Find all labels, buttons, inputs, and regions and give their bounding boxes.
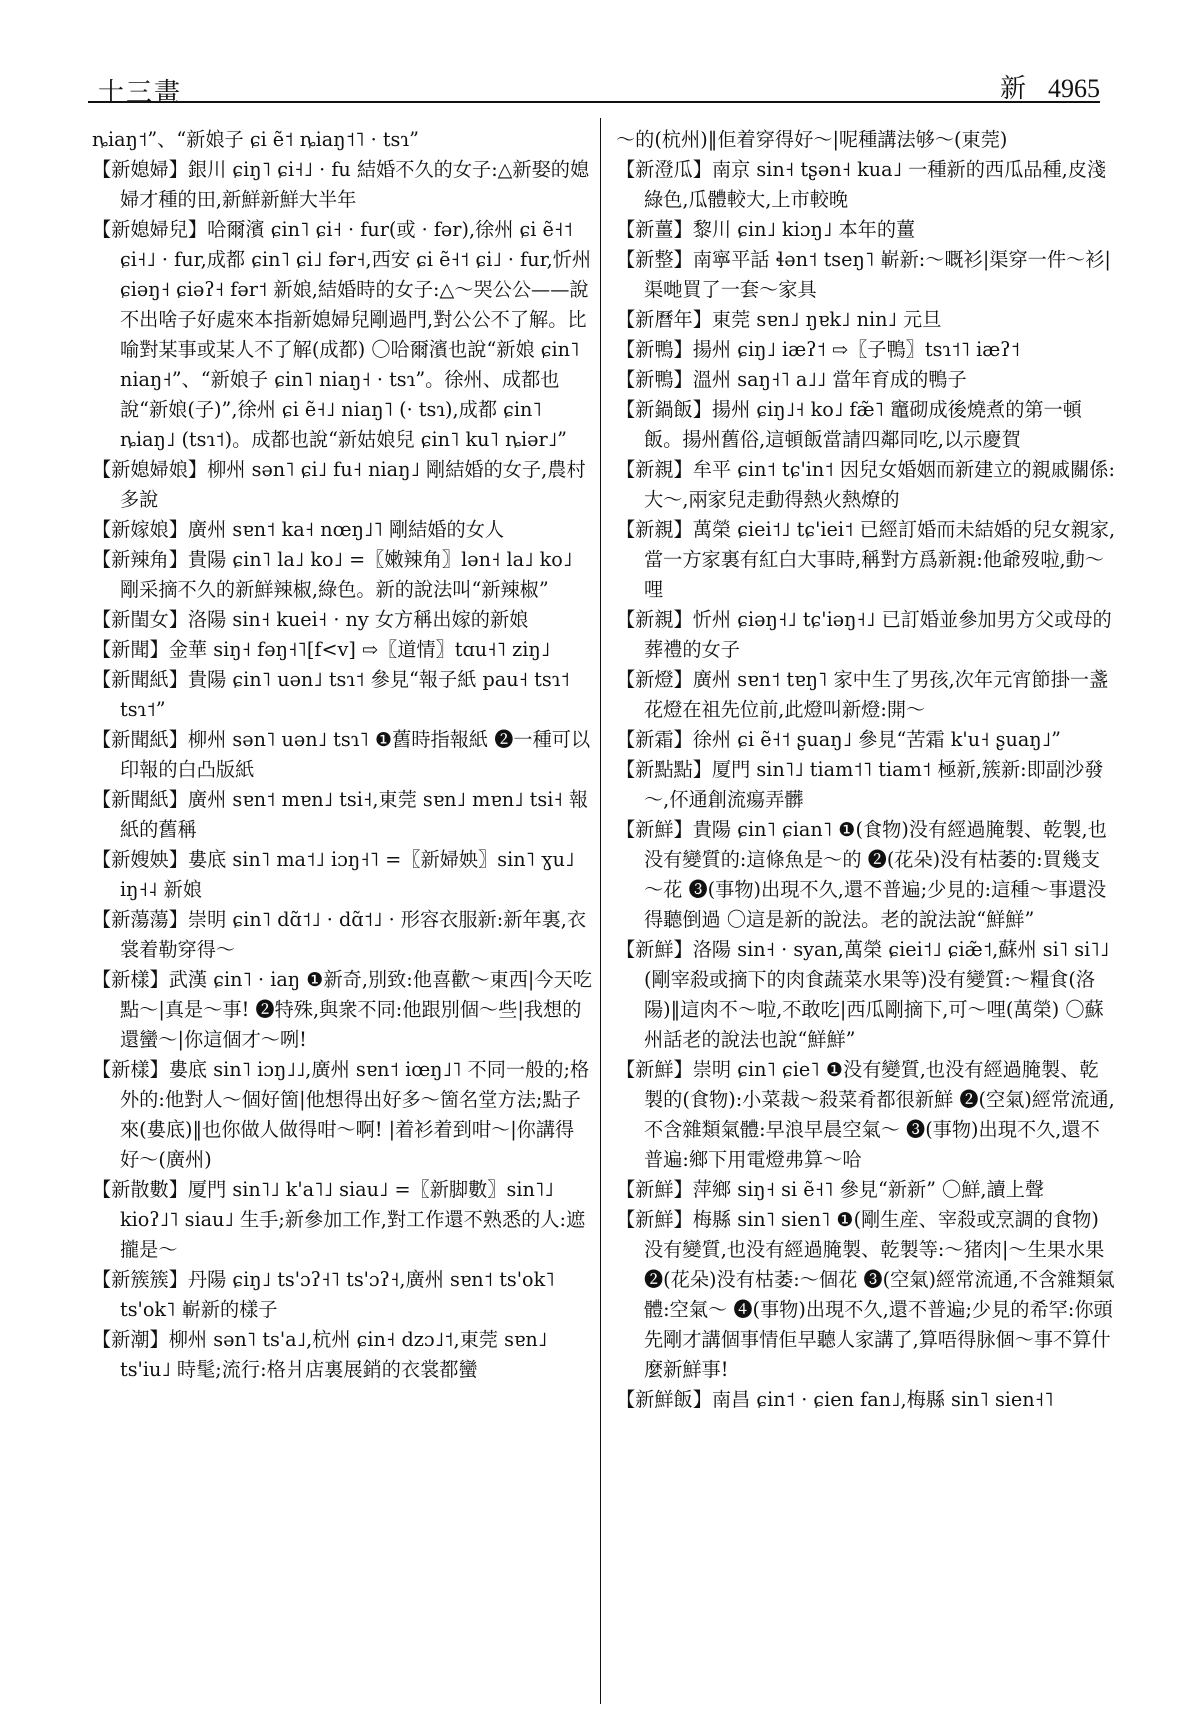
running-head <box>1000 68 1100 105</box>
entry: 【新樣】武漢 ɕin˥ · iaŋ ❶新奇,別致:他喜歡～東西|今天吃點～|真是～事! ❷特殊,與衆不同:他跟別個～些|我想的還蠻～|你這個才～咧! <box>92 968 592 1051</box>
entry: 【新媳婦】銀川 ɕiŋ˥ ɕi˧˩ · fu 結婚不久的女子:△新娶的媳婦才種的田,新鮮新鮮大半年 <box>92 158 590 211</box>
entry: 【新鮮飯】南昌 ɕin˦ · ɕien fan˩,梅縣 sin˥ sien˧˥ <box>616 1388 1054 1411</box>
entry: 【新鮮】洛陽 sin˧ · syan,萬榮 ɕiei˦˩ ɕiæ̃˦,蘇州 si˥ si˥˩ (剛宰殺或摘下的肉食蔬菜水果等)没有變質:～糧食(洛陽)‖這肉不～啦,不敢吃|西瓜剛摘下,可～哩(萬榮) 〇蘇州話老的說法也說“鮮鮮” <box>616 938 1110 1051</box>
entry: 【新閨女】洛陽 sin˧ kuei˧ · ny 女方稱出嫁的新娘 <box>92 608 529 631</box>
entry: 【新親】牟平 ɕin˦ tɕ'in˦ 因兒女婚姻而新建立的親戚關係:大～,兩家兒走動得熱火熱燎的 <box>616 458 1115 511</box>
entry: 【新聞】金華 siŋ˧ fəŋ˧˥[f<v] ⇨〖道情〗tɑu˧˥ ziŋ˩ <box>92 638 551 661</box>
entry-continuation: ȵiaŋ˦”、“新娘子 ɕi ẽ˦ ȵiaŋ˦˥ · tsɿ” <box>92 128 419 151</box>
entry: 【新樣】婁底 sin˥ iɔŋ˩˩,廣州 sɐn˦ iœŋ˩˥ 不同一般的;格外的:他對人～個好箇|他想得出好多～箇名堂方法;點子來(婁底)‖也你做人做得咁～啊! |着衫着到咁～|你講得好～(廣州) <box>92 1058 590 1171</box>
page-header <box>88 62 1100 108</box>
entry: 【新嫁娘】廣州 sɐn˦ ka˧ nœŋ˩˥ 剛結婚的女人 <box>92 518 505 541</box>
section-title: 十三畫 <box>98 78 183 108</box>
entry: 【新蕩蕩】崇明 ɕin˥ dɑ̃˦˩ · dɑ̃˦˩ · 形容衣服新:新年裏,衣裳着勒穿得～ <box>92 908 587 961</box>
header-rule <box>88 101 1100 103</box>
entry: 【新散數】厦門 sin˥˩ k'a˥˩ siau˩ =〖新脚數〗sin˥˩ kioʔ˩˥ siau˩ 生手;新參加工作,對工作還不熟悉的人:遮攏是～ <box>92 1178 586 1261</box>
entry: 【新薑】黎川 ɕin˩ kiɔŋ˩ 本年的薑 <box>616 218 916 241</box>
entry: 【新鮮】貴陽 ɕin˥ ɕian˥ ❶(食物)没有經過腌製、乾製,也没有變質的:這條魚是～的 ❷(花朵)没有枯萎的:買幾支～花 ❸(事物)出現不久,還不普遍;少見的:這種～事還没得聽倒過 〇這是新的說法。老的說法說“鮮鮮” <box>616 818 1107 931</box>
entry: 【新霜】徐州 ɕi ẽ˧˦ ʂuaŋ˩ 參見“苦霜 k'u˧ ʂuaŋ˩” <box>616 728 1061 751</box>
entry: 【新鮮】崇明 ɕin˥ ɕie˥ ❶没有變質,也没有經過腌製、乾製的(食物):小菜裁～殺菜肴都很新鮮 ❷(空氣)經常流通,不含雜類氣體:早浪早晨空氣～ ❸(事物)出現不久,還不普遍:鄉下用電燈弗算～哈 <box>616 1058 1115 1171</box>
entry: 【新曆年】東莞 sɐn˩ ŋɐk˩ nin˩ 元旦 <box>616 308 942 331</box>
column-divider <box>600 118 601 1704</box>
entry: 【新鮮】梅縣 sin˥ sien˥ ❶(剛生産、宰殺或烹調的食物)没有變質,也没有經過腌製、乾製等:～猪肉|～生果水果 ❷(花朵)没有枯萎:～個花 ❸(空氣)經常流通,不含雜類氣體:空氣～ ❹(事物)出現不久,還不普遍;少見的希罕:你頭先剛才講個事情佢早聽人家講了,算唔得脉個～事不算什麼新鮮事! <box>616 1208 1115 1381</box>
entry: 【新嫂姎】婁底 sin˥ ma˦˩ iɔŋ˧˥ =〖新婦姎〗sin˥ ɣu˩ iŋ˧˨ 新娘 <box>92 848 575 901</box>
entry: 【新鍋飯】揚州 ɕiŋ˩˧ ko˩ fæ̃˥ 竈砌成後燒煮的第一頓飯。揚州舊俗,這頓飯當請四鄰同吃,以示慶賀 <box>616 398 1082 451</box>
entry: 【新鮮】萍鄉 siŋ˧ si ẽ˧˥ 參見“新新” 〇鮮,讀上聲 <box>616 1178 1045 1201</box>
entry: 【新親】忻州 ɕiəŋ˧˩ tɕ'iəŋ˧˩ 已訂婚並參加男方父或母的葬禮的女子 <box>616 608 1112 661</box>
entry: 【新澄瓜】南京 sin˧ tʂən˧ kua˩ 一種新的西瓜品種,皮淺綠色,瓜體較大,上市較晚 <box>616 158 1107 211</box>
entry: 【新聞紙】貴陽 ɕin˥ uən˩ tsɿ˦ 參見“報子紙 pau˧ tsɿ˦ tsɿ˦” <box>92 668 570 721</box>
page-number: 4965 <box>1048 74 1100 103</box>
entry: 【新媳婦兒】哈爾濱 ɕin˥ ɕi˧ · fur(或 · fər),徐州 ɕi ẽ˧˦ ɕi˧˩ · fur,成都 ɕin˥ ɕi˩ fər˧,西安 ɕi ẽ˧˦ ɕi˩ · fur,忻州 ɕiəŋ˧ ɕiəʔ˧ fər˦ 新娘,結婚時的女子:△～哭公公——說不出啥子好處來本指新媳婦兒剛過門,對公公不了解。比喻對某事或某人不了解(成都) 〇哈爾濱也說“新娘 ɕin˥ niaŋ˧”、“新娘子 ɕin˥ niaŋ˧ · tsɿ”。徐州、成都也說“新娘(子)”,徐州 ɕi ẽ˧˩ niaŋ˥ (· tsɿ),成都 ɕin˥ ȵiaŋ˩ (tsɿ˦)。成都也說“新姑娘兒 ɕin˥ ku˥ ȵiər˩” <box>92 218 592 451</box>
entry: 【新簇簇】丹陽 ɕiŋ˩ ts'ɔʔ˧˥ ts'ɔʔ˧,廣州 sɐn˦ ts'ok˥ ts'ok˥ 嶄新的樣子 <box>92 1268 555 1321</box>
entry: 【新潮】柳州 sən˥ ts'a˩,杭州 ɕin˧ dzɔ˩˦,東莞 sɐn˩ ts'iu˩ 時髦;流行:格爿店裏展銷的衣裳都蠻 <box>92 1328 548 1381</box>
entry: 【新整】南寧平話 ɬən˦ tseŋ˥ 嶄新:～嘅衫|渠穿一件～衫|渠哋買了一套～家具 <box>616 248 1111 301</box>
head-character: 新 <box>999 74 1026 104</box>
entry: 【新親】萬榮 ɕiei˦˩ tɕ'iei˦ 已經訂婚而未結婚的兒女親家,當一方家裏有紅白大事時,稱對方爲新親:他爺歿啦,動～哩 <box>616 518 1116 601</box>
entry: 【新聞紙】柳州 sən˥ uən˩ tsɿ˥ ❶舊時指報紙 ❷一種可以印報的白凸版紙 <box>92 728 591 781</box>
right-column <box>616 125 1116 1415</box>
left-column <box>92 125 592 1385</box>
entry: 【新鴨】揚州 ɕiŋ˩ iæʔ˦ ⇨〖子鴨〗tsɿ˦˥ iæʔ˦ <box>616 338 1021 361</box>
entry-continuation: ～的(杭州)‖佢着穿得好～|呢種講法够～(東莞) <box>616 128 1008 151</box>
entry: 【新聞紙】廣州 sɐn˦ mɐn˩ tsi˧,東莞 sɐn˩ mɐn˩ tsi˧ 報紙的舊稱 <box>92 788 589 841</box>
entry: 【新點點】厦門 sin˥˩ tiam˦˥ tiam˦ 極新,簇新:即副沙發～,伓通創流瘍弄髒 <box>616 758 1104 811</box>
entry: 【新燈】廣州 sɐn˦ tɐŋ˥ 家中生了男孩,次年元宵節掛一盞花燈在祖先位前,此燈叫新燈:開～ <box>616 668 1109 721</box>
entry: 【新鴨】溫州 saŋ˧˥ a˩˩ 當年育成的鴨子 <box>616 368 967 391</box>
entry: 【新媳婦娘】柳州 sən˥ ɕi˩ fu˧ niaŋ˩ 剛結婚的女子,農村多說 <box>92 458 586 511</box>
entry: 【新辣角】貴陽 ɕin˥ la˩ ko˩ =〖嫩辣角〗lən˧ la˩ ko˩ 剛采摘不久的新鮮辣椒,綠色。新的說法叫“新辣椒” <box>92 548 573 601</box>
